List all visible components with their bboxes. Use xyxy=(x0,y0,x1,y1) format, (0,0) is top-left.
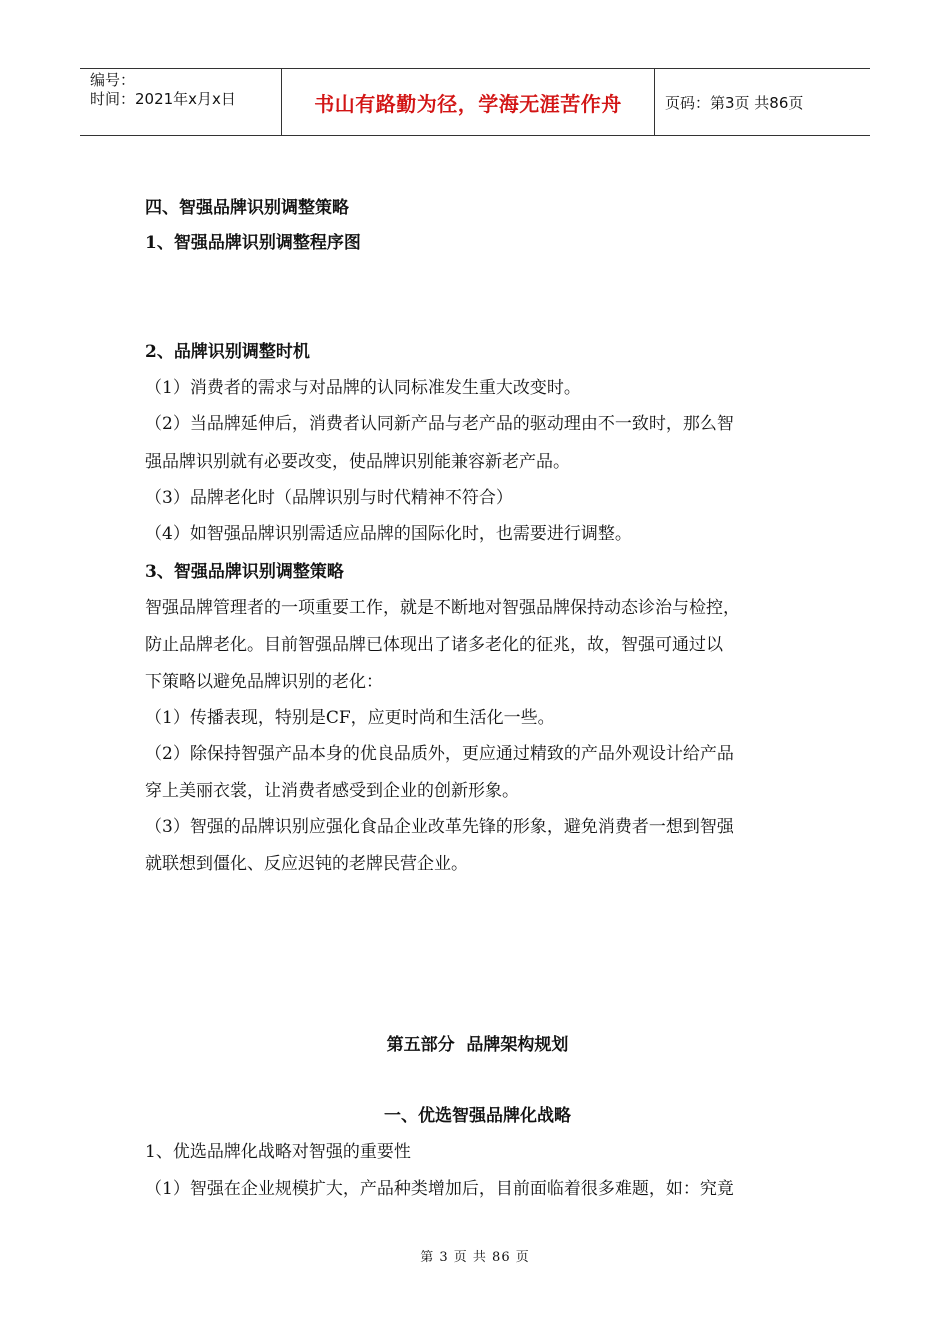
subsection-heading: 3、智强品牌识别调整策略 xyxy=(145,562,344,582)
document-date: 时间：2021年x月x日 xyxy=(90,90,236,108)
paragraph-line: （3）智强的品牌识别应强化食品企业改革先锋的形象，避免消费者一想到智强 xyxy=(145,817,734,837)
paragraph-line: （1）传播表现，特别是CF，应更时尚和生活化一些。 xyxy=(145,708,555,728)
paragraph-line: 就联想到僵化、反应迟钝的老牌民营企业。 xyxy=(145,854,468,874)
subsection-heading: 2、品牌识别调整时机 xyxy=(145,342,310,362)
paragraph-line: 防止品牌老化。目前智强品牌已体现出了诸多老化的征兆，故，智强可通过以 xyxy=(145,635,723,655)
paragraph-line: （2）除保持智强产品本身的优良品质外，更应通过精致的产品外观设计给产品 xyxy=(145,744,734,764)
paragraph-line: （1）智强在企业规模扩大，产品种类增加后，目前面临着很多难题，如：究竟 xyxy=(145,1179,734,1199)
paragraph-line: 强品牌识别就有必要改变，使品牌识别能兼容新老产品。 xyxy=(145,452,570,472)
header-meta xyxy=(80,69,281,135)
paragraph-line: 穿上美丽衣裳，让消费者感受到企业的创新形象。 xyxy=(145,781,519,801)
paragraph-line: 智强品牌管理者的一项重要工作，就是不断地对智强品牌保持动态诊治与检控， xyxy=(145,598,740,618)
header-motto: 书山有路勤为径，学海无涯苦作舟 xyxy=(281,69,655,135)
paragraph-line: 下策略以避免品牌识别的老化： xyxy=(145,672,383,692)
header-page-info: 页码：第3页 共86页 xyxy=(665,93,804,112)
paragraph-line: 1、优选品牌化战略对智强的重要性 xyxy=(145,1142,411,1162)
paragraph-line: （2）当品牌延伸后，消费者认同新产品与老产品的驱动理由不一致时，那么智 xyxy=(145,414,734,434)
section-title: 一、优选智强品牌化战略 xyxy=(384,1106,571,1126)
part-title: 第五部分 品牌架构规划 xyxy=(386,1035,569,1055)
document-number: 编号： xyxy=(90,71,136,89)
paragraph-line: （3）品牌老化时（品牌识别与时代精神不符合） xyxy=(145,488,513,508)
page-header xyxy=(80,68,870,136)
paragraph-line: （1）消费者的需求与对品牌的认同标准发生重大改变时。 xyxy=(145,378,581,398)
section-heading: 四、智强品牌识别调整策略 xyxy=(145,198,349,218)
subsection-heading: 1、智强品牌识别调整程序图 xyxy=(145,233,361,253)
page-footer: 第 3 页 共 86 页 xyxy=(420,1250,530,1265)
paragraph-line: （4）如智强品牌识别需适应品牌的国际化时，也需要进行调整。 xyxy=(145,524,632,544)
